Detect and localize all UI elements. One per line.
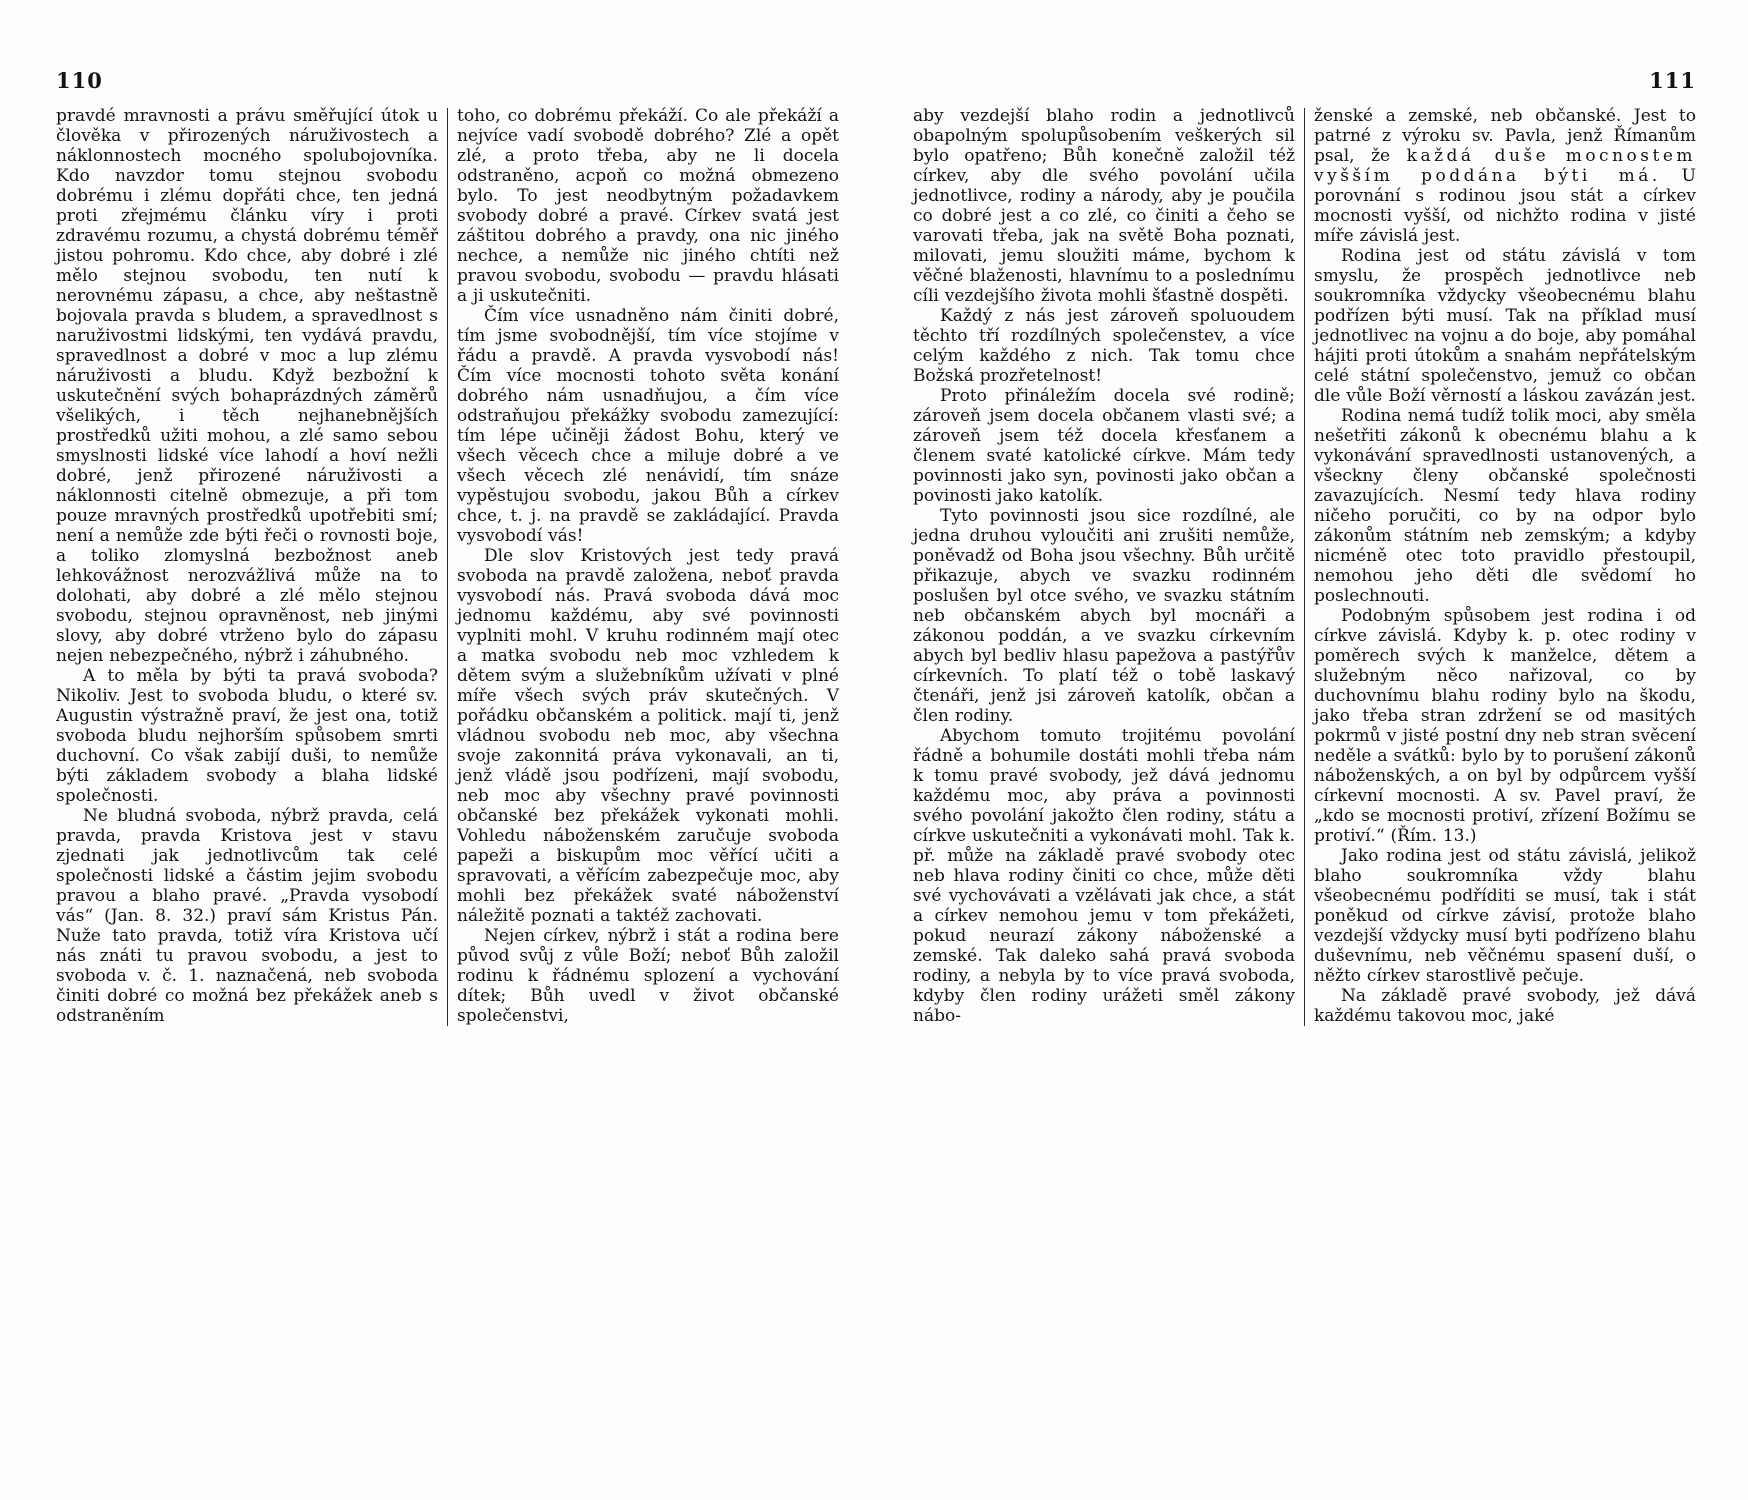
paragraph: Rodina nemá tudíž tolik moci, aby směla nešetřiti zákonů k obecnému blahu a k vykonávání spravedlnosti ustanovených, a všeckny členy občanské společnosti zavazujících. Nesmí tedy hlava rodiny ničeho poručiti, co by na odpor bylo zákonům státním neb zemským; a kdyby nicméně otec toto pravidlo přestoupil, nemohou jeho děti dle svědomí ho poslechnouti. [1314,406,1696,606]
page-number: 111 [1649,68,1696,93]
paragraph: Ne bludná svoboda, nýbrž pravda, celá pravda, pravda Kristova jest v stavu zjednati jak jednotlivcům tak celé společnosti lidské a částim jejim svobodu pravou a blaho pravé. „Pravda vysobodí vás“ (Jan. 8. 32.) praví sám Kristus Pán. Nuže tato pravda, totiž víra Kristova učí nás znáti tu pravou svobodu, a jest to svoboda v. č. 1. naznačená, neb svoboda činiti dobré co možná bez překážek aneb s odstraněním [56,806,438,1026]
paragraph: Jako rodina jest od státu závislá, jelikož blaho soukromníka vždy blahu všeobecnému podříditi se musí, tak i stát poněkud od církve závisí, protože blaho vezdejší vždycky musí byti podřízeno blahu duševnímu, neb věčnému spasení duší, o něžto církev starostlivě pečuje. [1314,846,1696,986]
paragraph: A to měla by býti ta pravá svoboda? Nikoliv. Jest to svoboda bludu, o které sv. Augustin výstražně praví, že jest ona, totiž svoboda bludu nejhorším spůsobem smrti duchovní. Co však zabijí duši, to nemůže býti základem svobody a blaha lidské společnosti. [56,666,438,806]
text-column [457,106,839,1026]
paragraph: Abychom tomuto trojitému povolání řádně a bohumile dostáti mohli třeba nám k tomu pravé svobody, jež dává jednomu každému moc, aby práva a povinnosti svého povolání jakožto člen rodiny, státu a církve uskutečniti a vykonávati mohl. Tak k. př. může na základě pravé svobody otec neb hlava rodiny činiti co chce, může děti své vychovávati a vzělávati jak chce, a stát a církev nemohou jemu v tom překážeti, pokud neurazí zákony náboženské a zemské. Tak daleko sahá pravá svoboda rodiny, a nebyla by to více pravá svoboda, kdyby člen rodiny urážeti směl zákony nábo- [913,726,1295,1026]
paragraph: aby vezdejší blaho rodin a jednotlivců obapolným spolupůsobením veškerých sil bylo opatřeno; Bůh konečně založil též církev, aby dle svého povolání učila jednotlivce, rodiny a národy, aby je poučila co dobré jest a co zlé, co činiti a čeho se varovati třeba, jak na světě Boha poznati, milovati, jemu sloužiti máme, bychom k věčné blaženosti, hlavnímu to a poslednímu cíli vezdejšího života mohli šťastně dospěti. [913,106,1295,306]
page-111 [913,68,1696,1026]
page-number: 110 [56,68,103,93]
paragraph: Proto přináležím docela své rodině; zároveň jsem docela občanem vlasti své; a zároveň jsem též docela křesťanem a členem svaté katolické církve. Mám tedy povinnosti jako syn, povinosti jako občan a povinosti jako katolík. [913,386,1295,506]
paragraph: Nejen církev, nýbrž i stát a rodina bere původ svůj z vůle Boží; neboť Bůh založil rodinu k řádnému splození a vychování dítek; Bůh uvedl v život občanské společenstvi, [457,926,839,1026]
page-110 [56,68,839,1026]
paragraph: Každý z nás jest zároveň spoluoudem těchto tří rozdílných společenstev, a více celým každého z nich. Tak tomu chce Božská prozřetelnost! [913,306,1295,386]
paragraph: Tyto povinnosti jsou sice rozdílné, ale jedna druhou vyloučiti ani zrušiti nemůže, poněvadž od Boha jsou všechny. Bůh určitě přikazuje, abych ve svazku rodinném poslušen byl otce svého, ve svazku státním neb občanském abych byl mocnáři a zákonou poddán, a ve svazku církevním abych byl bedliv hlasu papežova a pastýřův církevních. To platí též o tobě laskavý čtenáři, jenž jsi zároveň katolík, občan a člen rodiny. [913,506,1295,726]
paragraph: Čím více usnadněno nám činiti dobré, tím jsme svobodnější, tím více stojíme v řádu a pravdě. A pravda vysvobodí nás! Čím více mocnosti tohoto světa konání dobrého nám usnadňujou, a čím více odstraňujou překážky svobodu zamezující: tím lépe učiněji žádost Bohu, který ve všech věcech chce a miluje dobré a ve všech věcech zlé nenávidí, tím snáze vypěstujou svobodu, jakou Bůh a církev chce, t. j. na pravdě se zakládající. Pravda vysvobodí vás! [457,306,839,546]
page-header [56,68,839,100]
text-column [56,106,438,1026]
paragraph: pravdé mravnosti a právu směřující útok u člověka v přirozených náruživostech a náklonnostech mocného spolubojovníka. Kdo navzdor tomu stejnou svobodu dobrému i zlému dopřáti chce, ten jedná proti zřejmému článku víry i proti zdravému rozumu, a chystá dobrému téměř jistou pohromu. Kdo chce, aby dobré i zlé mělo stejnou svobodu, ten nutí k nerovnému zápasu, a chce, aby neštastně bojovala pravda s bludem, a spravedlnost s naruživostmi lidskými, ten vydává pravdu, spravedlnost a dobré v moc a lup zlému náruživosti a bludu. Když bezbožní k uskutečnění svých bohaprázdných záměrů všelikých, i těch nejhanebnějších prostředků užiti mohou, a zlé samo sebou smyslnosti lidské více lahodí a hoví nežli dobré, jenž přirozené náruživosti a náklonnosti citelně obmezuje, a při tom pouze mravných prostředků upotřebiti smí; není a nemůže zde býti řeči o rovnosti boje, a toliko zlomyslná bezbožnost aneb lehkovážnost nerozvážlivá může na to dolohati, aby dobré a zlé mělo stejnou svobodu, stejnou opravněnost, neb jinými slovy, aby dobré vtrženo bylo do zápasu nejen nebezpečného, nýbrž i záhubného. [56,106,438,666]
page-columns [56,106,839,1026]
paragraph: Na základě pravé svobody, jež dává každému takovou moc, jaké [1314,986,1696,1026]
page-header [913,68,1696,100]
paragraph: toho, co dobrému překáží. Co ale překáží a nejvíce vadí svobodě dobrého? Zlé a opět zlé, a proto třeba, aby ne li docela odstraněno, acpoň co možná obmezeno bylo. To jest neodbytným požadavkem svobody dobré a pravé. Církev svatá jest záštitou dobrého a pravdy, ona nic jiného nechce, a nemůže nic jiného chtíti než pravou svobodu, svobodu — pravdu hlásati a ji uskutečniti. [457,106,839,306]
text-column [1314,106,1696,1026]
column-divider [447,108,448,1026]
paragraph: ženské a zemské, neb občanské. Jest to patrné z výroku sv. Pavla, jenž Římanům psal, že každá duše mocnostem vyšším poddána býti má. U porovnání s rodinou jsou stát a církev mocnosti vyšší, od nichžto rodina v jisté míře závislá jest. [1314,106,1696,246]
paragraph: Podobným spůsobem jest rodina i od církve závislá. Kdyby k. p. otec rodiny v poměrech svých k manželce, dětem a služebným něco nařizoval, co by duchovnímu blahu rodiny bylo na škodu, jako třeba stran zdržení se od masitých pokrmů v jisté postní dny neb stran svěcení neděle a svátků: bylo by to porušení zákonů náboženských, a on byl by odpůrcem vyšší církevní mocnosti. A sv. Pavel praví, že „kdo se mocnosti protiví, zřízení Božímu se protiví.“ (Řím. 13.) [1314,606,1696,846]
paragraph: Rodina jest od státu závislá v tom smyslu, že prospěch jednotlivce neb soukromníka vždycky všeobecnému blahu podřízen býti musí. Tak na příklad musí jednotlivec na vojnu a do boje, aby pomáhal hájiti proti útokům a snahám nepřátelským celé státní společenstvo, jemuž co občan dle vůle Boží věrností a láskou zavázán jest. [1314,246,1696,406]
text-column [913,106,1295,1026]
paragraph: Dle slov Kristových jest tedy pravá svoboda na pravdě založena, neboť pravda vysvobodí nás. Pravá svoboda dává moc jednomu každému, aby své povinnosti vyplniti mohl. V kruhu rodinném mají otec a matka svobodu neb moc vzhledem k dětem svým a služebníkům užívati v plné míře všech svých práv skutečných. V pořádku občanském a politick. mají ti, jenž vládnou svobodu neb moc, aby všechna svoje zakonnitá práva vykonavali, an ti, jenž vládě jsou podřízeni, mají svobodu, neb moc aby všechny pravé povinnosti občanské bez překážek vykonati mohli. Vohledu náboženském zaručuje svoboda papeži a biskupům moc věřící učiti a spravovati, a věřícím zabezpečuje moc, aby mohli bez překážek svaté náboženství náležitě poznati a taktéž zachovati. [457,546,839,926]
column-divider [1304,108,1305,1026]
page-columns [913,106,1696,1026]
